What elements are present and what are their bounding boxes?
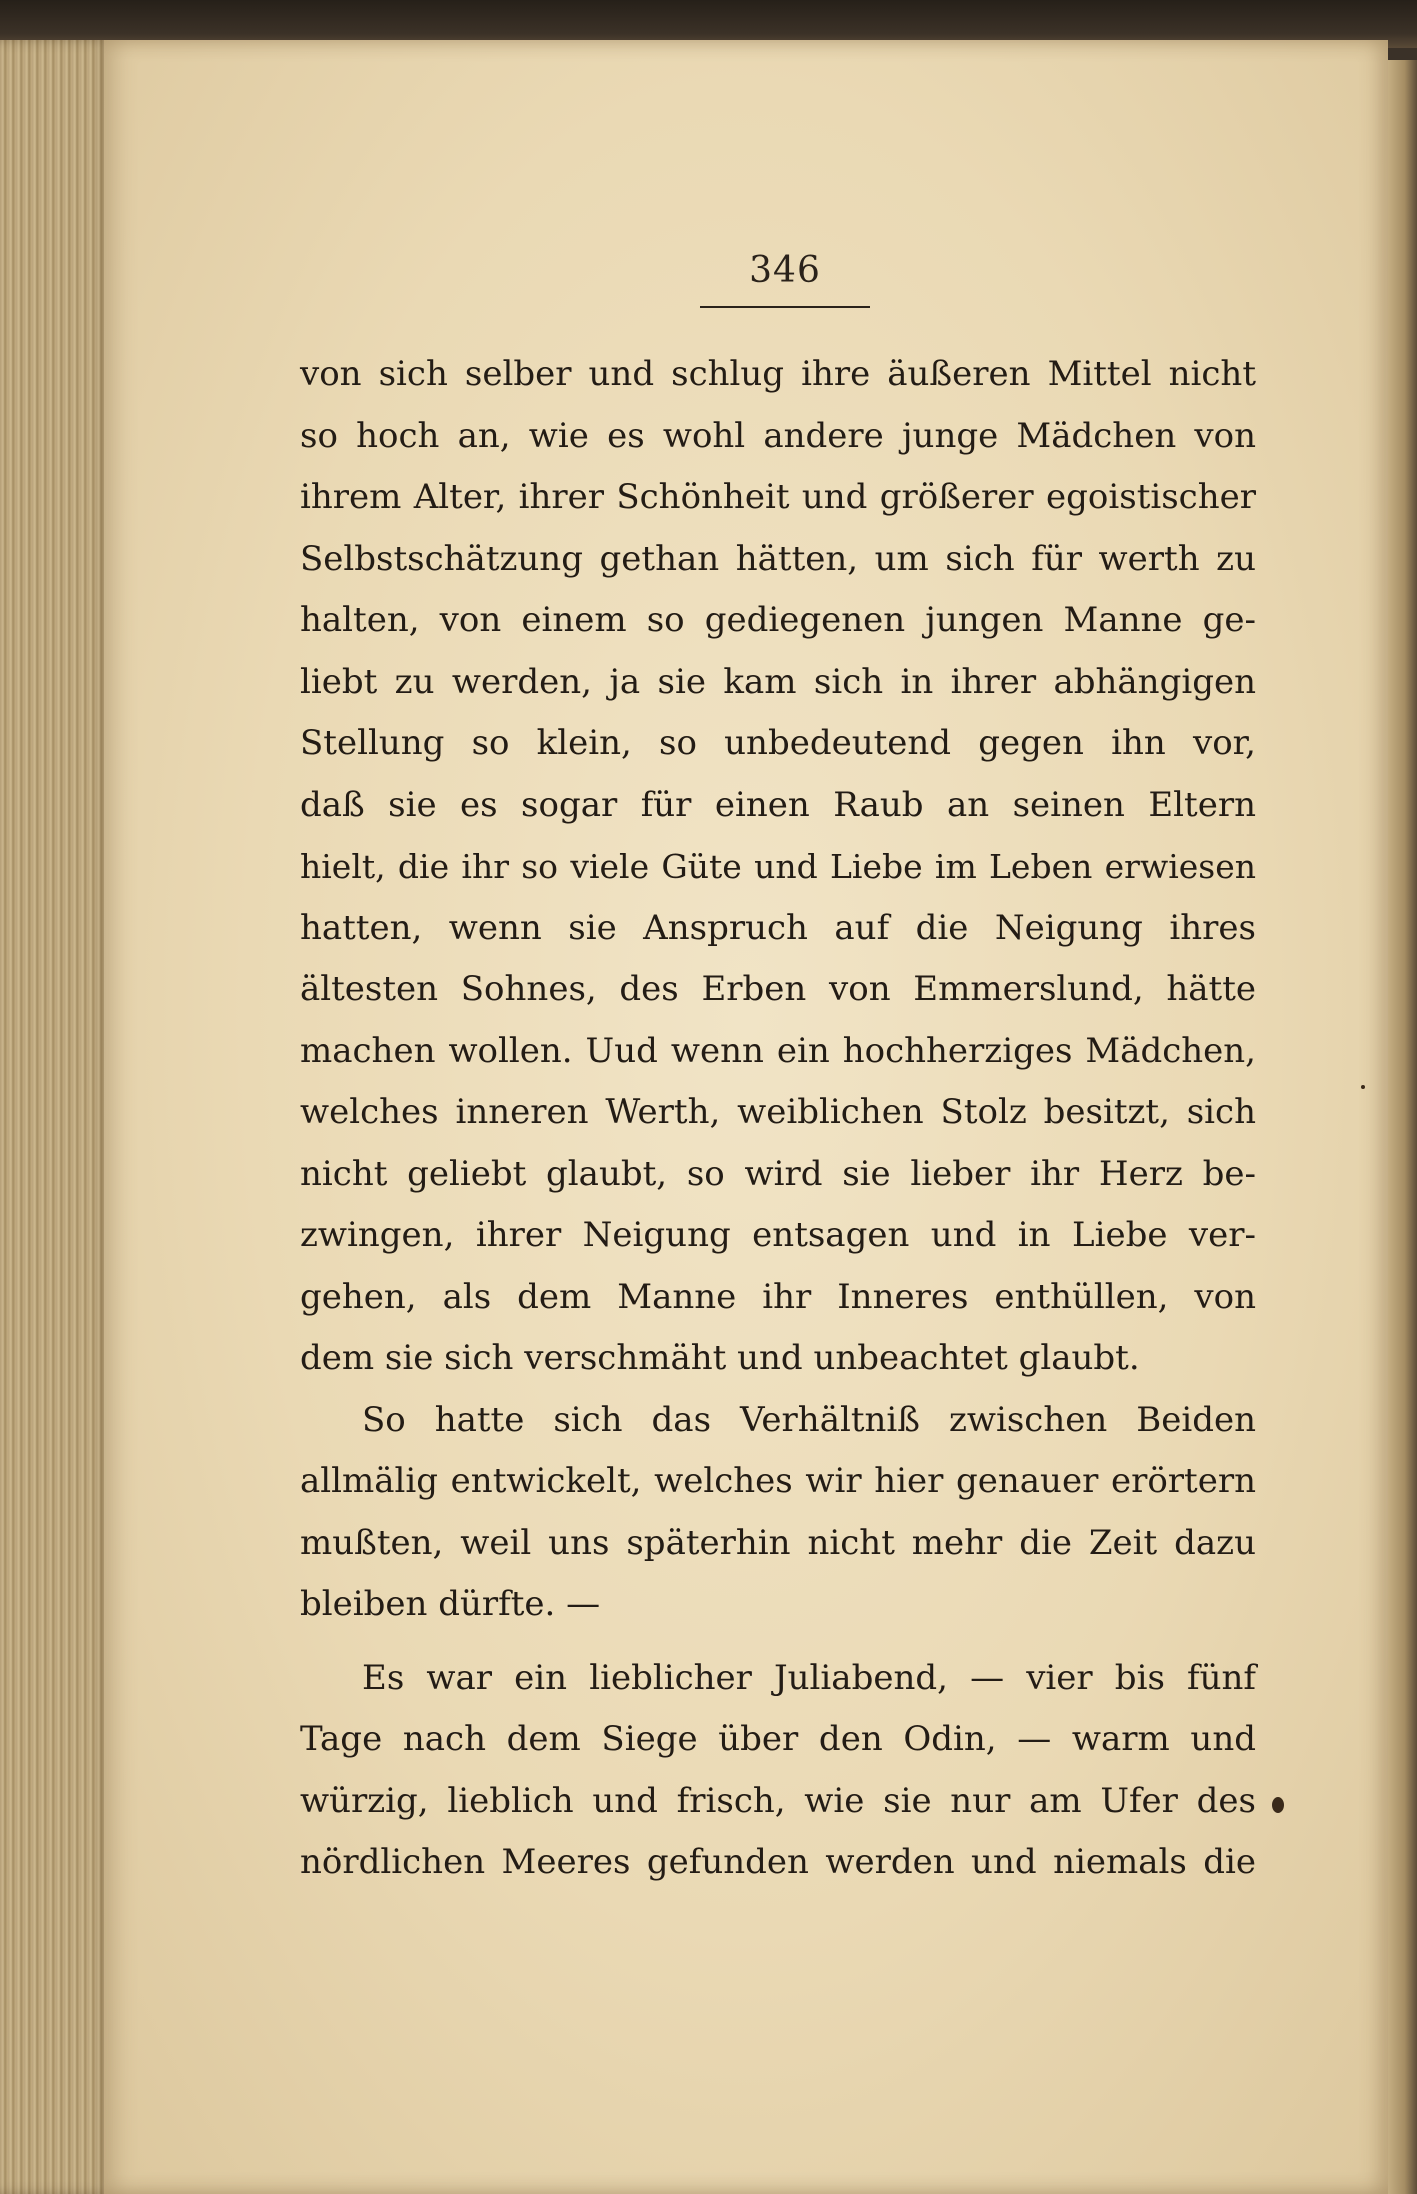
text-line: Stellung so klein, so unbedeutend gegen ihn vor, <box>300 723 1256 763</box>
text-line: daß sie es sogar für einen Raub an seinen Eltern <box>300 784 1256 825</box>
text-line: nicht geliebt glaubt, so wird sie lieber ihr Herz be- <box>300 1153 1256 1194</box>
text-line: so hoch an, wie es wohl andere junge Mädchen von <box>300 415 1256 456</box>
text-line: Tage nach dem Siege über den Odin, — warm und <box>300 1719 1256 1759</box>
page-number: 346 <box>749 250 821 291</box>
text-line: liebt zu werden, ja sie kam sich in ihrer abhängigen <box>300 661 1256 702</box>
ink-speck <box>1361 1085 1365 1089</box>
right-page-edge <box>1386 60 1417 2194</box>
text-line: gehen, als dem Manne ihr Inneres enthüllen, von <box>300 1276 1256 1317</box>
text-line: dem sie sich verschmäht und unbeachtet glaubt. <box>300 1338 1140 1378</box>
page-number-rule <box>700 306 870 308</box>
paragraph-gap <box>300 1636 1256 1648</box>
text-line: ältesten Sohnes, des Erben von Emmerslund, hätte <box>300 969 1256 1009</box>
text-line: bleiben dürfte. — <box>300 1584 601 1624</box>
text-line: würzig, lieblich und frisch, wie sie nur am Ufer des <box>300 1780 1256 1821</box>
text-line: Es war ein lieblicher Juliabend, — vier bis fünf <box>362 1657 1256 1698</box>
text-line: hatten, wenn sie Anspruch auf die Neigung ihres <box>300 907 1256 948</box>
text-line: nördlichen Meeres gefunden werden und niemals die <box>300 1842 1256 1882</box>
text-line: So hatte sich das Verhältniß zwischen Beiden <box>362 1399 1256 1440</box>
body-text <box>300 344 1256 1894</box>
text-line: hielt, die ihr so viele Güte und Liebe im Leben erwiesen <box>300 847 1256 886</box>
text-line: von sich selber und schlug ihre äußeren Mittel nicht <box>300 354 1256 394</box>
text-line: zwingen, ihrer Neigung entsagen und in Liebe ver- <box>300 1215 1256 1255</box>
text-line: welches inneren Werth, weiblichen Stolz besitzt, sich <box>300 1092 1256 1132</box>
text-line: halten, von einem so gediegenen jungen Manne ge- <box>300 600 1256 640</box>
text-line: allmälig entwickelt, welches wir hier genauer erörtern <box>300 1461 1256 1501</box>
text-line: ihrem Alter, ihrer Schönheit und größerer egoistischer <box>300 477 1256 517</box>
text-line: mußten, weil uns späterhin nicht mehr die Zeit dazu <box>300 1522 1256 1563</box>
text-line: machen wollen. Uud wenn ein hochherziges Mädchen, <box>300 1030 1256 1071</box>
page-stack-edge <box>0 40 112 2194</box>
text-line: Selbstschätzung gethan hätten, um sich für werth zu <box>300 538 1256 579</box>
ink-speck <box>1272 1797 1284 1813</box>
